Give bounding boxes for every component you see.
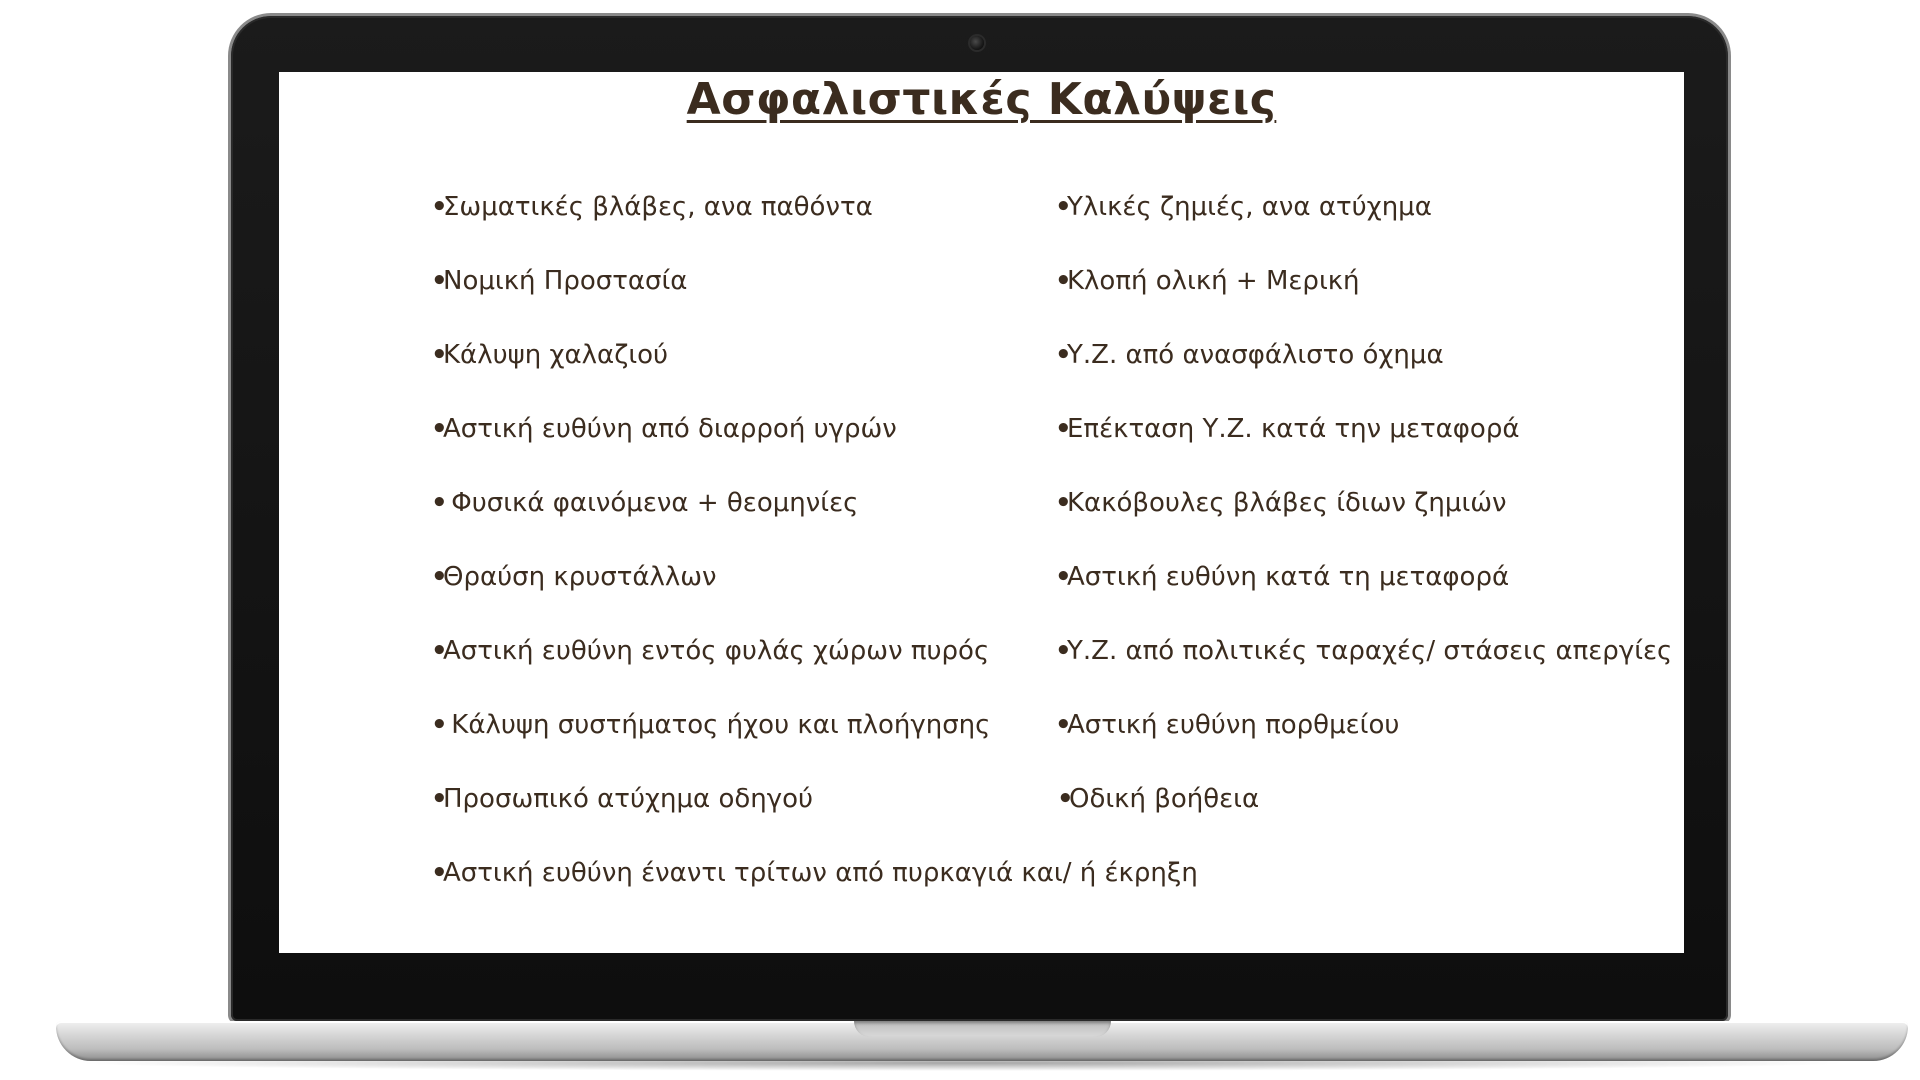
coverage-list <box>279 72 1684 953</box>
list-item <box>431 342 668 368</box>
bullet-icon: • <box>431 784 448 814</box>
bullet-icon: • <box>431 192 448 222</box>
list-item <box>1055 712 1399 738</box>
laptop-notch <box>854 1021 1111 1037</box>
list-item <box>1055 416 1520 442</box>
list-item-label: Υ.Ζ. από πολιτικές ταραχές/ στάσεις απεργίες <box>1067 636 1673 666</box>
list-item-label: Αστική ευθύνη έναντι τρίτων από πυρκαγιά και/ ή έκρηξη <box>443 858 1198 888</box>
list-item-label: Υ.Ζ. από ανασφάλιστο όχημα <box>1067 340 1444 370</box>
list-item-label: Φυσικά φαινόμενα + θεομηνίες <box>443 488 859 518</box>
list-item-label: Κακόβουλες βλάβες ίδιων ζημιών <box>1067 488 1507 518</box>
list-item <box>431 712 990 738</box>
list-item <box>431 564 717 590</box>
bullet-icon: • <box>431 562 448 592</box>
bullet-icon: • <box>1055 192 1072 222</box>
bullet-icon: • <box>1055 710 1072 740</box>
list-item-label: Σωματικές βλάβες, ανα παθόντα <box>443 192 873 222</box>
list-item-label: Αστική ευθύνη πορθμείου <box>1067 710 1400 740</box>
list-item <box>1055 490 1507 516</box>
list-item <box>431 638 989 664</box>
laptop-screen <box>279 72 1684 953</box>
list-item-label: Επέκταση Υ.Ζ. κατά την μεταφορά <box>1067 414 1520 444</box>
bullet-icon: • <box>1055 340 1072 370</box>
bullet-icon: • <box>1055 636 1072 666</box>
list-item-label: Κάλυψη συστήματος ήχου και πλοήγησης <box>443 710 991 740</box>
bullet-icon: • <box>1055 488 1072 518</box>
list-item-label: Προσωπικό ατύχημα οδηγού <box>443 784 814 814</box>
bullet-icon: • <box>431 858 448 888</box>
list-item-label: Οδική βοήθεια <box>1069 784 1260 814</box>
page-title: Ασφαλιστικές Καλύψεις <box>686 74 1277 125</box>
list-item-label: Κλοπή ολική + Μερική <box>1067 266 1360 296</box>
list-item <box>431 490 858 516</box>
list-item <box>1055 564 1509 590</box>
bullet-icon: • <box>1055 414 1072 444</box>
bullet-icon: • <box>431 710 448 740</box>
bullet-icon: • <box>1057 784 1074 814</box>
list-item-label: Θραύση κρυστάλλων <box>443 562 717 592</box>
bullet-icon: • <box>1055 562 1072 592</box>
list-item <box>1055 638 1672 664</box>
list-item-label: Αστική ευθύνη από διαρροή υγρών <box>443 414 897 444</box>
bullet-icon: • <box>431 266 448 296</box>
list-item <box>431 268 687 294</box>
webcam-icon <box>970 36 984 50</box>
list-item <box>431 786 813 812</box>
bullet-icon: • <box>1055 266 1072 296</box>
list-item-label: Νομική Προστασία <box>443 266 688 296</box>
list-item <box>431 416 897 442</box>
list-item <box>431 194 873 220</box>
list-item <box>1055 268 1360 294</box>
list-item <box>1057 786 1259 812</box>
list-item-label: Υλικές ζημιές, ανα ατύχημα <box>1067 192 1432 222</box>
bullet-icon: • <box>431 488 448 518</box>
list-item-label: Αστική ευθύνη εντός φυλάς χώρων πυρός <box>443 636 990 666</box>
list-item <box>1055 194 1432 220</box>
list-item-label: Κάλυψη χαλαζιού <box>443 340 669 370</box>
list-item-label: Αστική ευθύνη κατά τη μεταφορά <box>1067 562 1510 592</box>
bullet-icon: • <box>431 414 448 444</box>
bullet-icon: • <box>431 340 448 370</box>
list-item <box>1055 342 1444 368</box>
list-item <box>431 860 1198 886</box>
bullet-icon: • <box>431 636 448 666</box>
